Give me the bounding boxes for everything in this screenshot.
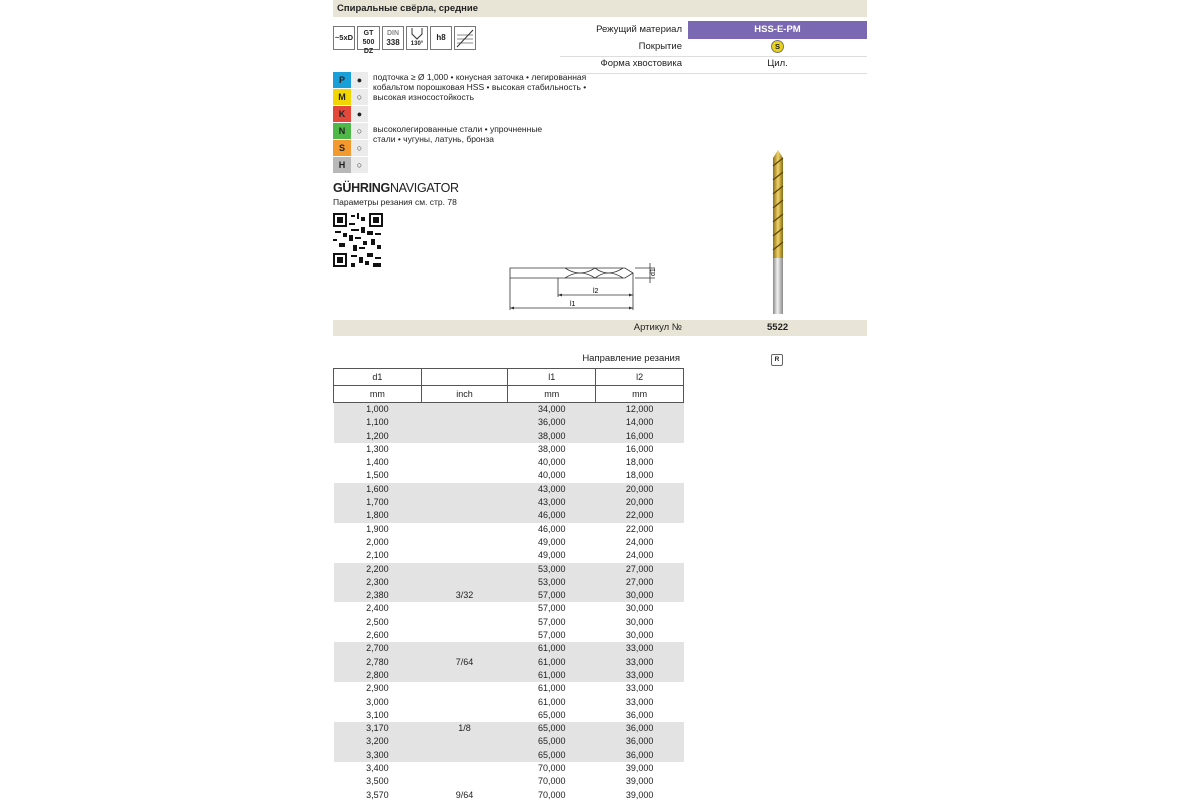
table-cell: 70,000 [508, 762, 596, 775]
table-cell: 43,000 [508, 496, 596, 509]
table-cell: 1,200 [334, 430, 422, 443]
table-cell [421, 456, 508, 469]
table-cell: 24,000 [596, 536, 684, 549]
table-cell: 38,000 [508, 430, 596, 443]
table-row [334, 509, 684, 522]
article-label: Артикул № [633, 322, 682, 333]
table-cell: 22,000 [596, 523, 684, 536]
table-cell: 3,300 [334, 749, 422, 762]
unit-header: inch [421, 386, 508, 403]
table-cell: 36,000 [596, 709, 684, 722]
table-cell: 39,000 [596, 762, 684, 775]
table-cell [421, 775, 508, 788]
table-cell [421, 416, 508, 429]
table-cell: 20,000 [596, 483, 684, 496]
table-cell: 49,000 [508, 536, 596, 549]
table-cell: 33,000 [596, 682, 684, 695]
table-cell: 30,000 [596, 589, 684, 602]
dim-d1: d1 [650, 268, 657, 276]
applications-text: высоколегированные стали • упрочненные стали • чугуны, латунь, бронза [373, 124, 543, 144]
table-cell: 24,000 [596, 549, 684, 562]
table-cell: 40,000 [508, 456, 596, 469]
table-cell: 2,000 [334, 536, 422, 549]
spec-value: Цил. [767, 58, 788, 69]
table-cell: 3,500 [334, 775, 422, 788]
gt500-label: GT 500 [362, 30, 375, 46]
table-row [334, 602, 684, 615]
table-cell: 2,100 [334, 549, 422, 562]
table-cell: 20,000 [596, 496, 684, 509]
material-mark: ○ [351, 89, 368, 105]
din-label: DIN [386, 30, 400, 37]
table-cell: 2,780 [334, 656, 422, 669]
spec-label: Режущий материал [596, 24, 682, 35]
table-cell [421, 762, 508, 775]
point-angle-label: 130° [410, 41, 424, 47]
right-hand-cutting-icon: R [771, 354, 783, 366]
table-cell: 27,000 [596, 576, 684, 589]
unit-header: mm [596, 386, 684, 403]
cutting-params-link[interactable]: Параметры резания см. стр. 78 [333, 197, 457, 207]
material-letter: H [333, 157, 351, 173]
table-cell: 3,570 [334, 789, 422, 802]
table-row [334, 443, 684, 456]
material-mark: ○ [351, 157, 368, 173]
table-cell [421, 430, 508, 443]
table-cell: 33,000 [596, 642, 684, 655]
table-cell: 3,100 [334, 709, 422, 722]
table-row [334, 642, 684, 655]
table-cell: 2,800 [334, 669, 422, 682]
table-cell [421, 735, 508, 748]
table-cell: 39,000 [596, 789, 684, 802]
table-row [334, 629, 684, 642]
table-cell: 61,000 [508, 642, 596, 655]
table-cell: 57,000 [508, 629, 596, 642]
material-mark: ○ [351, 140, 368, 156]
table-row [334, 576, 684, 589]
table-units-row [334, 386, 684, 403]
coating-badge: S [771, 40, 784, 53]
table-cell: 2,600 [334, 629, 422, 642]
table-cell: 1,900 [334, 523, 422, 536]
table-cell: 39,000 [596, 775, 684, 788]
table-row [334, 735, 684, 748]
table-cell: 14,000 [596, 416, 684, 429]
dim-l2: l2 [593, 288, 599, 295]
table-cell: 53,000 [508, 563, 596, 576]
table-row [334, 669, 684, 682]
table-cell: 7/64 [421, 656, 508, 669]
material-letter: N [333, 123, 351, 139]
material-mark: ○ [351, 123, 368, 139]
table-cell: 65,000 [508, 722, 596, 735]
col-header: l1 [508, 369, 596, 386]
table-cell: 3/32 [421, 589, 508, 602]
material-row-p [333, 72, 368, 88]
logo-product: NAVIGATOR [389, 181, 459, 195]
drill-size-table [333, 368, 684, 802]
table-cell: 33,000 [596, 669, 684, 682]
table-row [334, 536, 684, 549]
table-cell: 36,000 [596, 735, 684, 748]
col-header: l2 [596, 369, 684, 386]
table-cell: 3,000 [334, 696, 422, 709]
table-cell [421, 496, 508, 509]
guhring-navigator-logo [333, 181, 459, 195]
table-cell: 30,000 [596, 616, 684, 629]
dim-l1: l1 [570, 301, 576, 308]
table-cell [421, 682, 508, 695]
table-cell: 1,500 [334, 469, 422, 482]
table-cell: 12,000 [596, 403, 684, 417]
table-cell: 1,600 [334, 483, 422, 496]
table-row [334, 549, 684, 562]
table-row [334, 523, 684, 536]
spec-row-material [560, 21, 867, 39]
table-cell: 38,000 [508, 443, 596, 456]
material-row-h [333, 157, 368, 173]
point-angle-icon [406, 26, 428, 50]
table-cell: 2,700 [334, 642, 422, 655]
table-cell: 57,000 [508, 589, 596, 602]
table-row [334, 775, 684, 788]
table-cell: 3,400 [334, 762, 422, 775]
table-row [334, 416, 684, 429]
features-text: подточка ≥ Ø 1,000 • конусная заточка • легированная кобальтом порошковая HSS • высокая стабильность • высокая износостойкость [373, 72, 587, 102]
table-row [334, 563, 684, 576]
table-cell: 57,000 [508, 616, 596, 629]
material-mark: ● [351, 106, 368, 122]
table-cell [421, 629, 508, 642]
table-cell: 3,200 [334, 735, 422, 748]
table-cell [421, 696, 508, 709]
table-cell [421, 749, 508, 762]
table-cell [421, 523, 508, 536]
crossed-coolant-icon [455, 27, 475, 49]
cutting-direction-label: Направление резания [582, 353, 680, 364]
length-ratio-icon: ~5xD [333, 26, 355, 50]
table-cell: 46,000 [508, 523, 596, 536]
table-row [334, 656, 684, 669]
table-cell [421, 483, 508, 496]
table-cell [421, 709, 508, 722]
no-coolant-icon [454, 26, 476, 50]
table-row [334, 403, 684, 417]
table-cell: 1,700 [334, 496, 422, 509]
table-row [334, 696, 684, 709]
table-cell: 65,000 [508, 709, 596, 722]
table-header-row [334, 369, 684, 386]
material-row-m [333, 89, 368, 105]
material-letter: P [333, 72, 351, 88]
table-cell [421, 536, 508, 549]
table-cell: 30,000 [596, 602, 684, 615]
table-cell [421, 403, 508, 417]
table-cell [421, 669, 508, 682]
spec-row-shank [560, 55, 867, 74]
col-header: d1 [334, 369, 422, 386]
table-row [334, 483, 684, 496]
table-cell: 70,000 [508, 789, 596, 802]
table-cell: 61,000 [508, 669, 596, 682]
table-cell: 18,000 [596, 456, 684, 469]
table-cell: 65,000 [508, 735, 596, 748]
material-row-s [333, 140, 368, 156]
material-mark: ● [351, 72, 368, 88]
spec-label: Форма хвостовика [600, 58, 682, 69]
table-cell: 30,000 [596, 629, 684, 642]
material-letter: K [333, 106, 351, 122]
drill-product-image [765, 148, 791, 316]
table-cell: 61,000 [508, 682, 596, 695]
table-cell [421, 563, 508, 576]
table-cell: 1/8 [421, 722, 508, 735]
table-cell: 36,000 [596, 722, 684, 735]
table-cell: 40,000 [508, 469, 596, 482]
table-cell: 33,000 [596, 656, 684, 669]
table-row [334, 430, 684, 443]
table-row [334, 709, 684, 722]
coating-badge-wrap [688, 38, 867, 56]
table-cell: 1,400 [334, 456, 422, 469]
table-row [334, 749, 684, 762]
table-cell [421, 469, 508, 482]
article-bar [333, 320, 867, 336]
table-cell: 22,000 [596, 509, 684, 522]
gt500-icon [357, 26, 380, 55]
table-cell [421, 576, 508, 589]
table-cell [421, 616, 508, 629]
table-cell: 3,170 [334, 722, 422, 735]
table-cell: 2,200 [334, 563, 422, 576]
unit-header: mm [508, 386, 596, 403]
spec-value: HSS-E-PM [688, 21, 867, 39]
table-cell [421, 642, 508, 655]
table-cell: 34,000 [508, 403, 596, 417]
qr-code-icon[interactable] [333, 213, 383, 267]
table-row [334, 469, 684, 482]
table-cell [421, 443, 508, 456]
table-cell: 2,400 [334, 602, 422, 615]
table-cell: 36,000 [508, 416, 596, 429]
table-cell: 36,000 [596, 749, 684, 762]
table-cell: 16,000 [596, 430, 684, 443]
table-cell: 33,000 [596, 696, 684, 709]
table-row [334, 496, 684, 509]
table-cell: 49,000 [508, 549, 596, 562]
table-row [334, 682, 684, 695]
table-cell: 1,800 [334, 509, 422, 522]
drill-technical-drawing [505, 255, 675, 315]
page-title: Спиральные свёрла, средние [333, 0, 867, 17]
spec-label: Покрытие [638, 41, 682, 52]
table-cell: 61,000 [508, 656, 596, 669]
material-row-k [333, 106, 368, 122]
unit-header: mm [334, 386, 422, 403]
din-icon [382, 26, 404, 50]
drill-tip-icon [407, 27, 427, 41]
table-cell: 27,000 [596, 563, 684, 576]
table-cell [421, 602, 508, 615]
table-cell: 18,000 [596, 469, 684, 482]
table-cell: 46,000 [508, 509, 596, 522]
table-cell: 57,000 [508, 602, 596, 615]
table-row [334, 616, 684, 629]
table-cell: 70,000 [508, 775, 596, 788]
table-cell: 65,000 [508, 749, 596, 762]
table-cell: 2,900 [334, 682, 422, 695]
logo-brand: GÜHRING [333, 181, 390, 195]
table-cell [421, 509, 508, 522]
table-cell: 16,000 [596, 443, 684, 456]
table-cell: 2,300 [334, 576, 422, 589]
table-cell: 1,000 [334, 403, 422, 417]
material-row-n [333, 123, 368, 139]
table-row [334, 589, 684, 602]
tolerance-icon: h8 [430, 26, 452, 50]
table-cell: 9/64 [421, 789, 508, 802]
table-row [334, 762, 684, 775]
table-cell: 53,000 [508, 576, 596, 589]
gt500-sub: DZ [363, 48, 374, 55]
material-letter: M [333, 89, 351, 105]
table-cell: 2,380 [334, 589, 422, 602]
din-number: 338 [386, 38, 400, 47]
article-number: 5522 [767, 322, 789, 333]
table-cell: 2,500 [334, 616, 422, 629]
table-cell [421, 549, 508, 562]
table-row [334, 456, 684, 469]
table-row [334, 722, 684, 735]
col-header [421, 369, 508, 386]
table-cell: 43,000 [508, 483, 596, 496]
material-letter: S [333, 140, 351, 156]
table-cell: 1,300 [334, 443, 422, 456]
table-cell: 61,000 [508, 696, 596, 709]
table-cell: 1,100 [334, 416, 422, 429]
